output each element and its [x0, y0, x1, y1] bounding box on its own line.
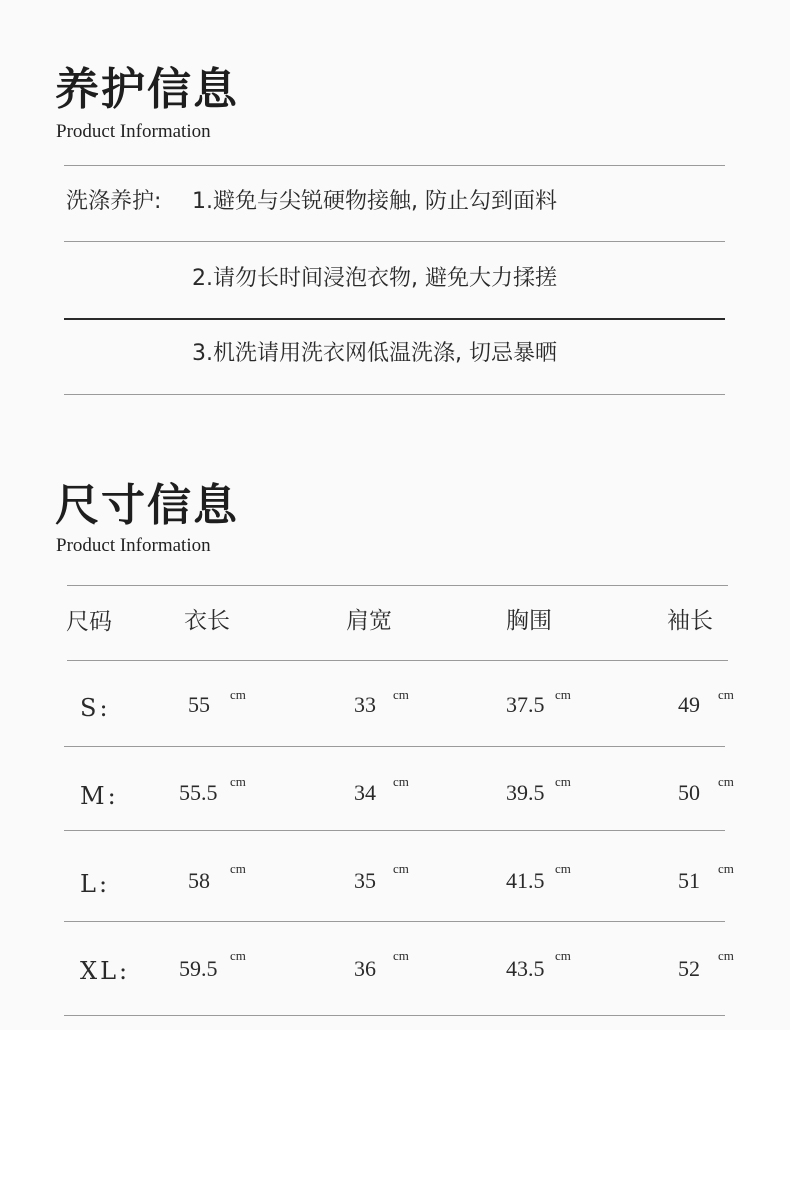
sleeve-value: 51	[678, 868, 700, 893]
size-label: XL:	[80, 957, 131, 985]
care-item-3: 3.机洗请用洗衣网低温洗涤, 切忌暴晒	[192, 341, 557, 366]
table-bottom-border	[64, 1015, 725, 1016]
size-label: S:	[80, 694, 111, 722]
header-sleeve: 袖长	[667, 608, 713, 634]
divider	[64, 830, 725, 831]
divider	[64, 241, 725, 242]
page-bottom-area	[0, 1030, 790, 1200]
unit-label: cm	[230, 774, 246, 789]
table-top-border	[67, 585, 728, 586]
divider	[64, 394, 725, 395]
divider	[64, 318, 725, 320]
care-label: 洗涤养护:	[66, 189, 162, 214]
chest-value: 43.5	[506, 956, 545, 981]
unit-label: cm	[718, 687, 734, 702]
unit-label: cm	[230, 861, 246, 876]
unit-label: cm	[230, 948, 246, 963]
sleeve-value: 49	[678, 692, 700, 717]
unit-label: cm	[393, 687, 409, 702]
size-section-title: 尺寸信息	[55, 480, 239, 531]
size-section-subtitle: Product Information	[56, 535, 211, 556]
header-length: 衣长	[184, 608, 230, 634]
sleeve-value: 52	[678, 956, 700, 981]
length-value: 55	[188, 692, 210, 717]
unit-label: cm	[393, 861, 409, 876]
length-value: 55.5	[179, 780, 218, 805]
care-item-2: 2.请勿长时间浸泡衣物, 避免大力揉搓	[192, 266, 557, 291]
unit-label: cm	[555, 687, 571, 702]
chest-value: 37.5	[506, 692, 545, 717]
shoulder-value: 33	[354, 692, 376, 717]
length-value: 59.5	[179, 956, 218, 981]
unit-label: cm	[555, 948, 571, 963]
chest-value: 41.5	[506, 868, 545, 893]
unit-label: cm	[393, 774, 409, 789]
unit-label: cm	[555, 861, 571, 876]
unit-label: cm	[230, 687, 246, 702]
shoulder-value: 34	[354, 780, 376, 805]
divider	[64, 921, 725, 922]
shoulder-value: 36	[354, 956, 376, 981]
length-value: 58	[188, 868, 210, 893]
size-label: L:	[80, 870, 111, 898]
divider	[64, 746, 725, 747]
header-shoulder: 肩宽	[346, 608, 392, 634]
unit-label: cm	[718, 948, 734, 963]
care-section-subtitle: Product Information	[56, 121, 211, 142]
shoulder-value: 35	[354, 868, 376, 893]
header-chest: 胸围	[506, 608, 552, 634]
chest-value: 39.5	[506, 780, 545, 805]
unit-label: cm	[718, 861, 734, 876]
divider	[64, 165, 725, 166]
header-size: 尺码	[66, 609, 112, 635]
sleeve-value: 50	[678, 780, 700, 805]
unit-label: cm	[555, 774, 571, 789]
unit-label: cm	[393, 948, 409, 963]
care-item-1: 1.避免与尖锐硬物接触, 防止勾到面料	[192, 189, 557, 214]
size-label: M:	[80, 782, 119, 810]
care-section-title: 养护信息	[55, 64, 239, 115]
divider	[67, 660, 728, 661]
unit-label: cm	[718, 774, 734, 789]
